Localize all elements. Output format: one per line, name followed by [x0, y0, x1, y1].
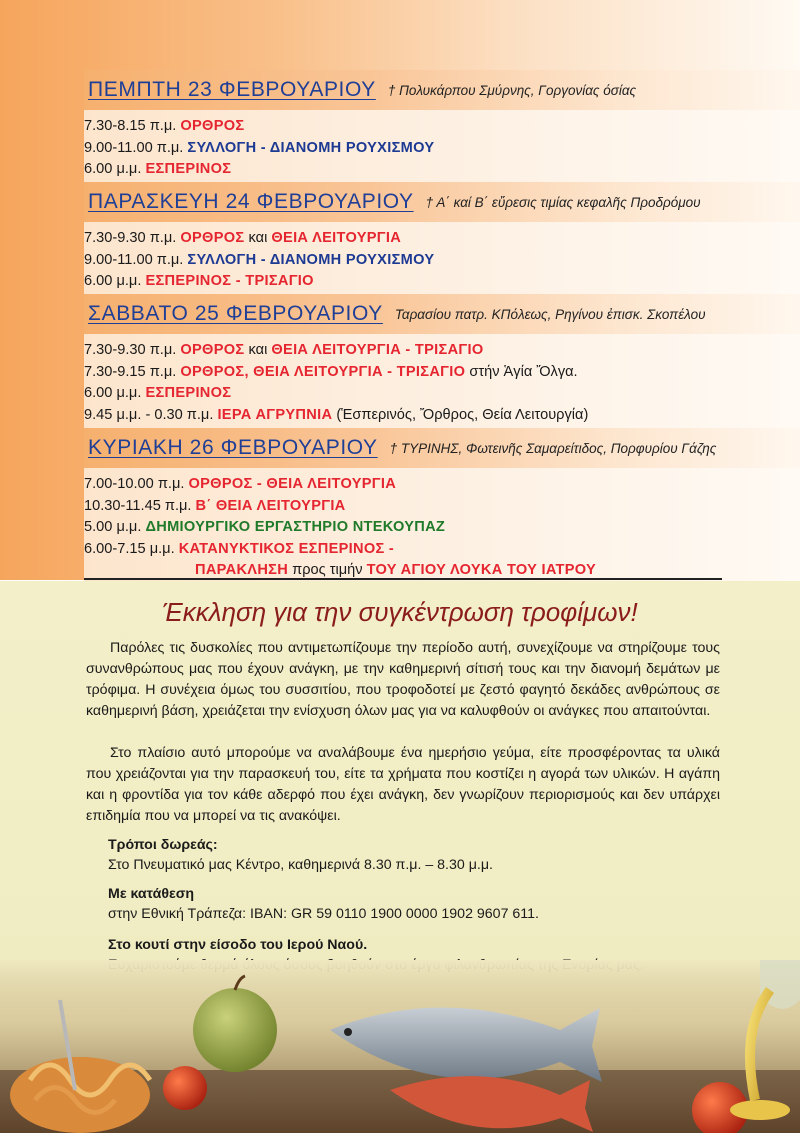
day-header: [84, 182, 800, 222]
service-name: ΕΣΠΕΡΙΝΟΣ: [145, 385, 232, 401]
service-name: ΟΡΘΡΟΣ: [180, 230, 245, 246]
day-title: ΠΑΡΑΣΚΕΥΗ 24 ΦΕΒΡΟΥΑΡΙΟΥ: [88, 190, 414, 213]
service-name: ΘΕΙΑ ΛΕΙΤΟΥΡΓΙΑ - ΤΡΙΣΑΓΙΟ: [271, 342, 484, 358]
service-name: ΟΡΘΡΟΣ, ΘΕΙΑ ΛΕΙΤΟΥΡΓΙΑ - ΤΡΙΣΑΓΙΟ: [180, 363, 466, 380]
service-text: (Ἑσπερινός, Ὄρθρος, Θεία Λειτουργία): [332, 406, 589, 423]
service-text: 6.00 μ.μ.: [84, 273, 146, 289]
service-name: ΠΑΡΑΚΛΗΣΗ: [195, 562, 289, 578]
day-header: [84, 428, 800, 468]
service-name: ΔΗΜΙΟΥΡΓΙΚΟ ΕΡΓΑΣΤΗΡΙΟ ΝΤΕΚΟΥΠΑΖ: [145, 519, 446, 535]
service-line: [84, 228, 800, 250]
day-services: [84, 468, 800, 588]
deposit-text: στην Εθνική Τράπεζα: IBAN: GR 59 0110 1900 0000 1902 9607 611.: [108, 906, 539, 922]
service-text: στήν Ἁγία Ὄλγα.: [465, 363, 578, 380]
service-line: [84, 539, 800, 561]
service-line: [84, 340, 800, 362]
day-header: [84, 70, 800, 110]
service-line: [84, 250, 800, 272]
service-text: 6.00-7.15 μ.μ.: [84, 540, 179, 557]
service-text: και: [244, 230, 272, 246]
service-name: ΕΣΠΕΡΙΝΟΣ: [145, 161, 232, 177]
service-text: 7.30-8.15 π.μ.: [84, 118, 181, 134]
service-name: ΣΥΛΛΟΓΗ - ΔΙΑΝΟΜΗ ΡΟΥΧΙΣΜΟΥ: [187, 139, 435, 156]
service-name: Β΄ ΘΕΙΑ ΛΕΙΤΟΥΡΓΙΑ: [195, 497, 346, 514]
day-services: [84, 334, 800, 432]
service-line: [84, 138, 800, 160]
service-line: [84, 116, 800, 138]
deposit-heading: Με κατάθεση: [108, 886, 195, 902]
food-illustration: [0, 960, 800, 1133]
day-feast: † ΤΥΡΙΝΗΣ, Φωτεινῆς Σαμαρείτιδος, Πορφυρίου Γάζης: [389, 440, 717, 456]
service-name: ΟΡΘΡΟΣ - ΘΕΙΑ ΛΕΙΤΟΥΡΓΙΑ: [188, 476, 397, 492]
day-friday: [84, 182, 800, 299]
service-text: και: [244, 342, 272, 358]
day-services: [84, 222, 800, 299]
service-text: 9.45 μ.μ. - 0.30 π.μ.: [84, 406, 218, 423]
service-name: ΕΣΠΕΡΙΝΟΣ - ΤΡΙΣΑΓΙΟ: [145, 273, 314, 289]
service-text: 7.30-9.15 π.μ.: [84, 363, 181, 380]
service-name: ΣΥΛΛΟΓΗ - ΔΙΑΝΟΜΗ ΡΟΥΧΙΣΜΟΥ: [187, 251, 435, 268]
service-line: [84, 405, 800, 427]
service-line: [84, 159, 800, 181]
service-text: 5.00 μ.μ.: [84, 519, 146, 535]
day-sunday: [84, 428, 800, 588]
service-name: ΚΑΤΑΝΥΚΤΙΚΟΣ ΕΣΠΕΡΙΝΟΣ -: [178, 540, 395, 557]
service-text: 7.30-9.30 π.μ.: [84, 342, 181, 358]
day-title: ΠΕΜΠΤΗ 23 ΦΕΒΡΟΥΑΡΙΟΥ: [88, 78, 376, 101]
service-line: [84, 517, 800, 539]
donation-text: Στο Πνευματικό μας Κέντρο, καθημερινά 8.30 π.μ. – 8.30 μ.μ.: [108, 857, 493, 873]
service-name: ΟΡΘΡΟΣ: [180, 118, 245, 134]
day-title: ΚΥΡΙΑΚΗ 26 ΦΕΒΡΟΥΑΡΙΟΥ: [88, 436, 378, 459]
day-services: [84, 110, 800, 187]
service-line: [84, 496, 800, 518]
service-text: 9.00-11.00 π.μ.: [84, 251, 188, 268]
service-text: 7.00-10.00 π.μ.: [84, 476, 189, 492]
service-text: 7.30-9.30 π.μ.: [84, 230, 181, 246]
service-name: ΟΡΘΡΟΣ: [180, 342, 245, 358]
service-line: [84, 474, 800, 496]
day-feast: Ταρασίου πατρ. ΚΠόλεως, Ρηγίνου ἐπισκ. Σκοπέλου: [394, 306, 706, 322]
appeal-paragraph-1: Παρόλες τις δυσκολίες που αντιμετωπίζουμε την περίοδο αυτή, συνεχίζουμε να στηρίζουμε τους συνανθρώπους μας που έχουν ανάγκη, με την καθημερινή σίτισή τους και την διανομή δεμάτων με τρόφιμα. Η συνέχεια όμως του συσσιτίου, που τροφοδοτεί με ζεστό φαγητό δεκάδες ανθρώπους σε καθημερινή βάση, χρειάζεται την ενίσχυση όλων μας για να καλυφθούν οι ανάγκες που απαιτούνται.: [86, 640, 720, 719]
service-name: ΙΕΡΑ ΑΓΡΥΠΝΙΑ: [217, 406, 333, 423]
donation-info: [108, 835, 728, 875]
day-thursday: [84, 70, 800, 187]
service-text: 10.30-11.45 π.μ.: [84, 497, 196, 514]
service-text: 9.00-11.00 π.μ.: [84, 139, 188, 156]
service-line: [84, 362, 800, 384]
service-text: 6.00 μ.μ.: [84, 161, 146, 177]
section-divider: [84, 578, 722, 580]
appeal-title: Έκκληση για την συγκέντρωση τροφίμων!: [162, 597, 638, 627]
day-feast: † Α΄ καί Β΄ εὕρεσις τιμίας κεφαλῆς Προδρόμου: [425, 194, 701, 210]
service-text: προς τιμήν: [288, 562, 367, 578]
day-saturday: [84, 294, 800, 432]
box-heading: Στο κουτί στην είσοδο του Ιερού Ναού.: [108, 937, 368, 953]
day-title: ΣΑΒΒΑΤΟ 25 ΦΕΒΡΟΥΑΡΙΟΥ: [88, 302, 383, 325]
service-line: [84, 383, 800, 405]
service-text: 6.00 μ.μ.: [84, 385, 146, 401]
deposit-info: [108, 884, 728, 924]
appeal-paragraph-2: Στο πλαίσιο αυτό μπορούμε να αναλάβουμε ένα ημερήσιο γεύμα, είτε προσφέροντας τα υλικά που χρειάζονται για την παρασκευή του, είτε τα χρήματα που κοστίζει η αγορά των υλικών. Η αγάπη και η φροντίδα για τον κάθε αδερφό που έχει ανάγκη, δεν γνωρίζουν περιορισμούς και δεν υπάρχει επιδημία που να μπορεί να τις ανακόψει.: [86, 745, 720, 824]
service-name: ΘΕΙΑ ΛΕΙΤΟΥΡΓΙΑ: [271, 230, 402, 246]
day-header: [84, 294, 800, 334]
service-line: [84, 271, 800, 293]
day-feast: † Πολυκάρπου Σμύρνης, Γοργονίας όσίας: [387, 82, 637, 98]
service-name: ΤΟΥ ΑΓΙΟΥ ΛΟΥΚΑ ΤΟΥ ΙΑΤΡΟΥ: [366, 562, 597, 578]
food-photo: [0, 960, 800, 1133]
donation-heading: Τρόποι δωρεάς:: [108, 837, 218, 853]
